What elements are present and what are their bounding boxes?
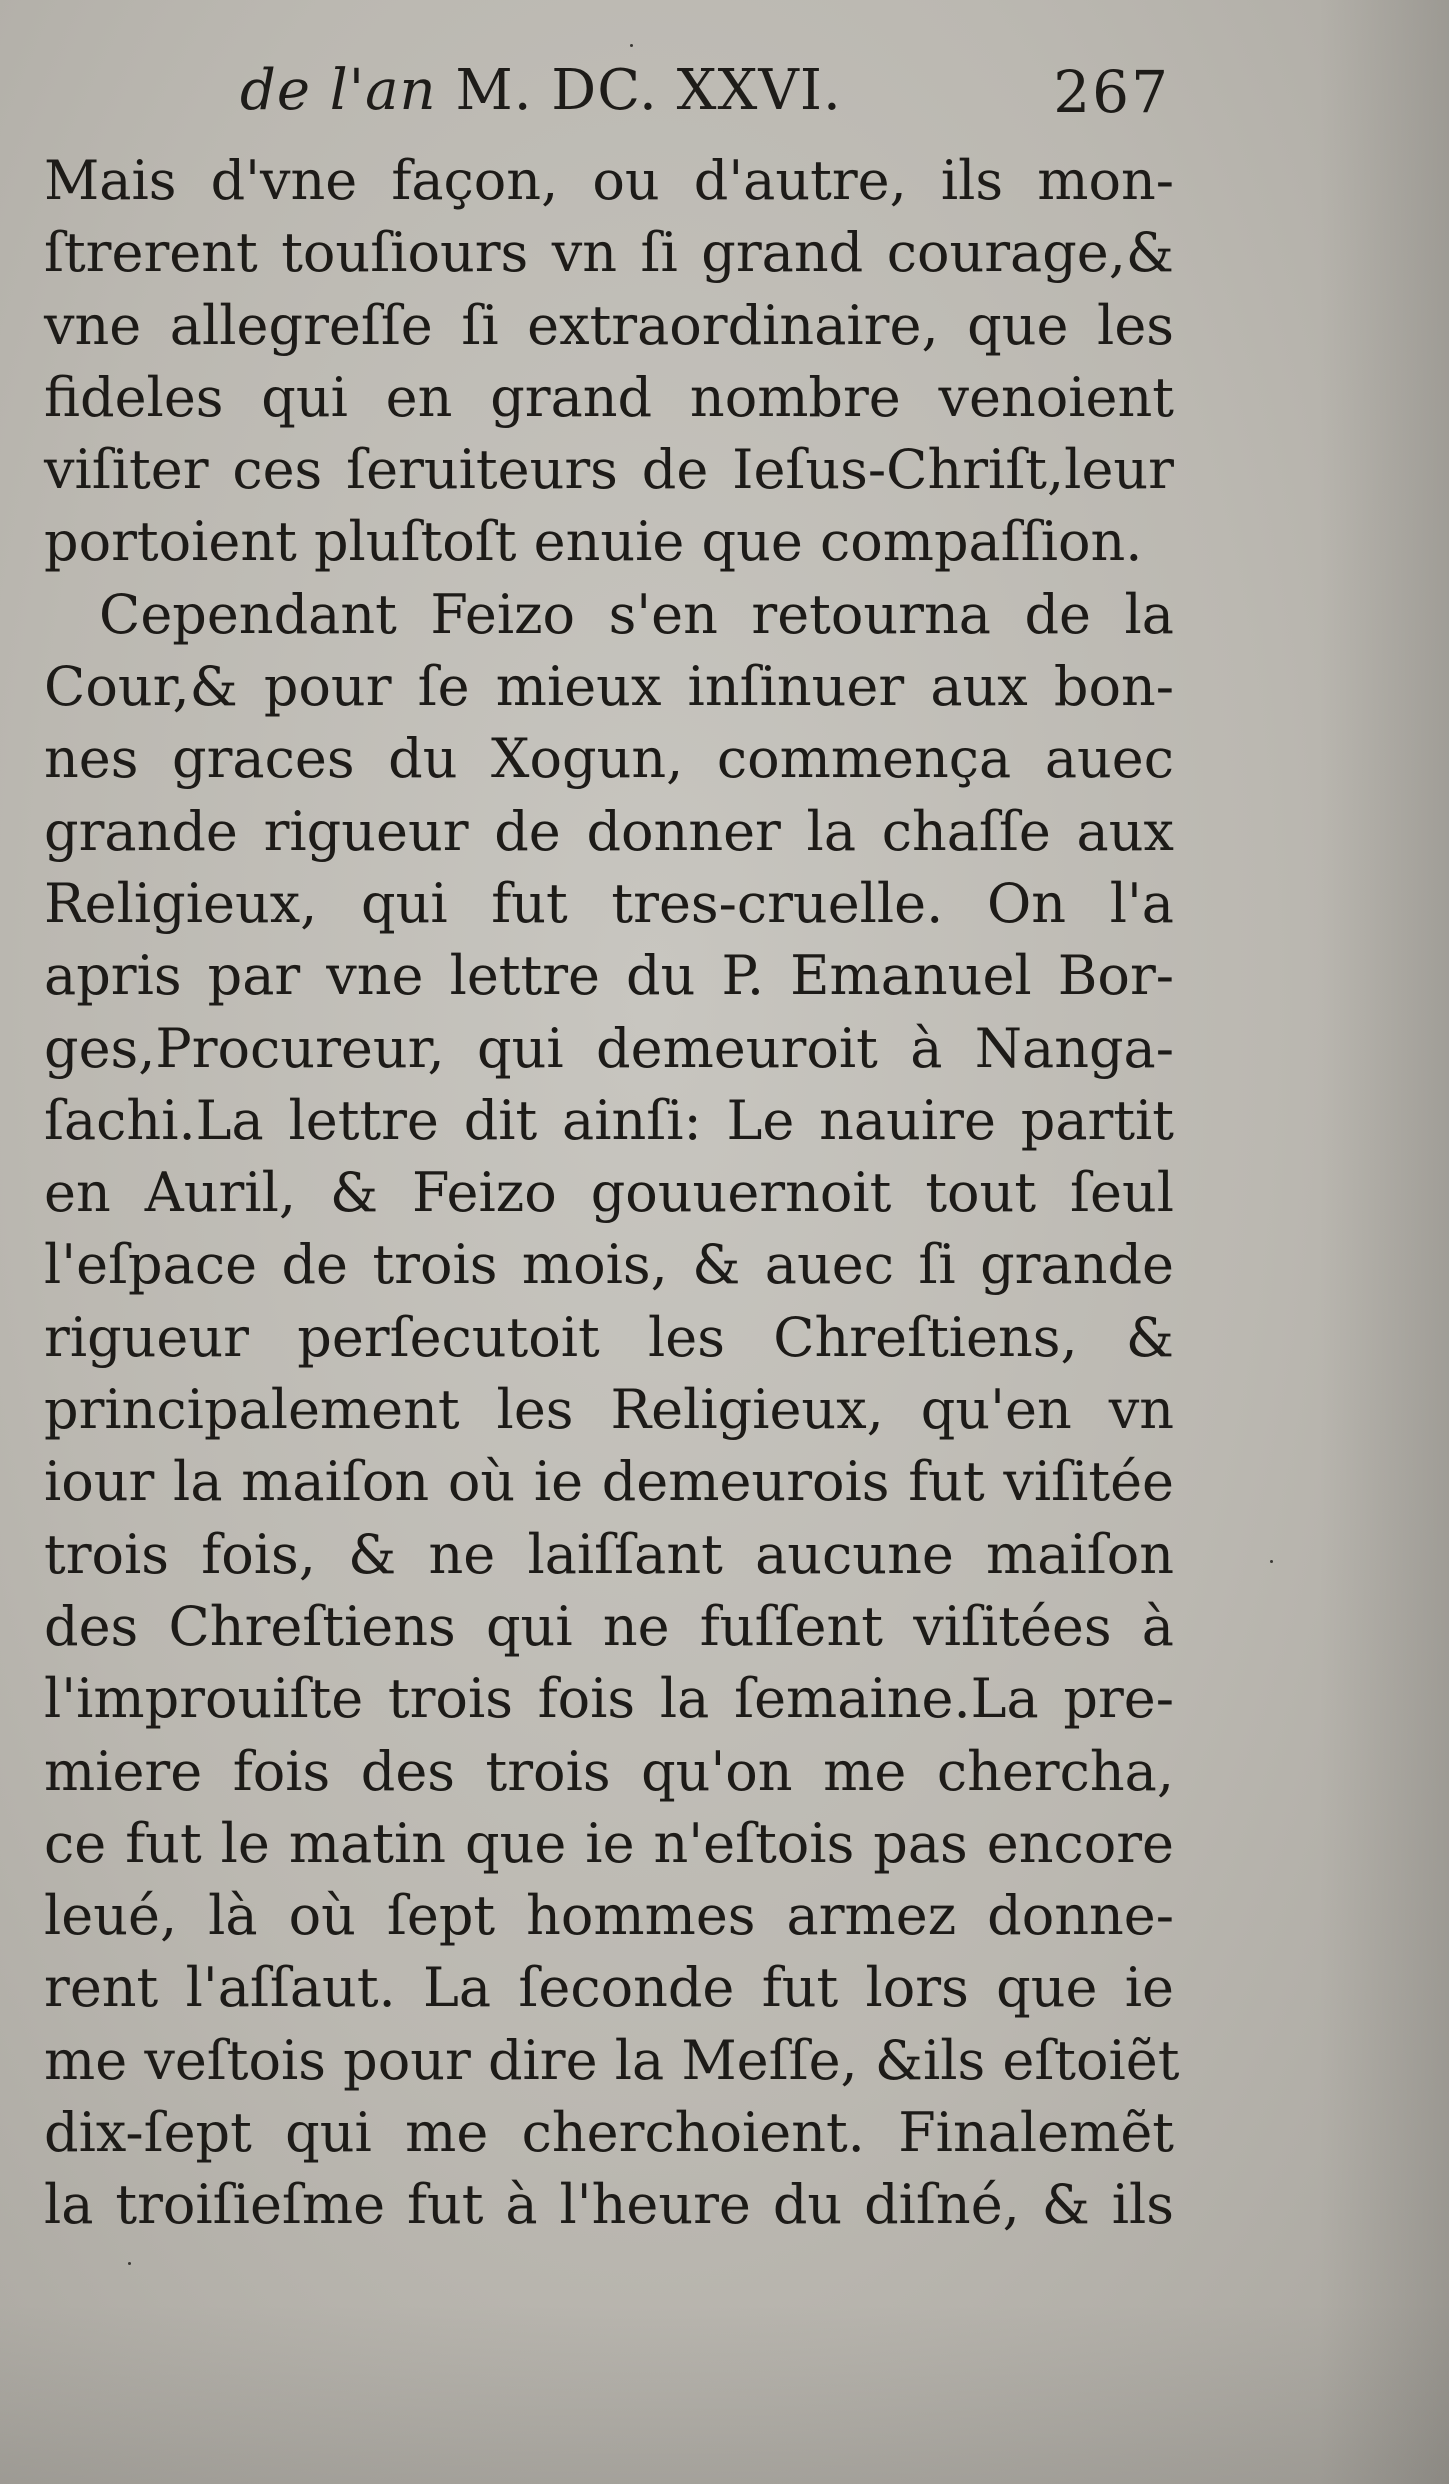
paper-speck <box>1270 1560 1273 1563</box>
text-line: Cependant Feizo s'en retourna de la <box>99 582 1174 646</box>
paper-speck <box>630 44 633 47</box>
text-line: des Chreſtiens qui ne fuſſent viſitées à <box>44 1594 1174 1658</box>
text-line: viſiter ces ſeruiteurs de Ieſus-Chriſt,leur <box>44 438 1174 502</box>
text-line: miere fois des trois qu'on me chercha, <box>44 1739 1174 1803</box>
text-line: grande rigueur de donner la chaſſe aux <box>44 799 1174 863</box>
body-text <box>44 145 1180 2242</box>
page-number: 267 <box>1053 58 1170 126</box>
text-line: iour la maiſon où ie demeurois fut viſitée <box>44 1450 1174 1514</box>
text-line: en Auril, & Feizo gouuernoit tout ſeul <box>44 1161 1174 1225</box>
text-line: Mais d'vne façon, ou d'autre, ils mon- <box>44 149 1174 212</box>
page-header <box>240 58 1170 148</box>
running-head-year: M. DC. XXVI. <box>455 58 842 123</box>
running-head <box>240 58 842 123</box>
paper-speck <box>128 2262 131 2265</box>
text-line: apris par vne lettre du P. Emanuel Bor- <box>44 944 1174 1008</box>
text-line: principalement les Religieux, qu'en vn <box>44 1378 1174 1442</box>
text-line: la troiſieſme fut à l'heure du diſné, & ils <box>44 2173 1174 2237</box>
text-line: Religieux, qui fut tres-cruelle. On l'a <box>44 871 1174 935</box>
text-line: rent l'aſſaut. La ſeconde fut lors que ie <box>44 1956 1174 2020</box>
text-line: leué, là où ſept hommes armez donne- <box>44 1884 1174 1948</box>
text-line: me veſtois pour dire la Meſſe, &ils eſtoiẽt <box>44 2028 1180 2092</box>
text-line: portoient pluſtoſt enuie que compaſſion. <box>44 510 1143 574</box>
text-line: ges,Procureur, qui demeuroit à Nanga- <box>44 1016 1174 1080</box>
text-line: ſtrerent touſiours vn ſi grand courage,& <box>44 221 1174 285</box>
text-line: nes graces du Xogun, commença auec <box>44 727 1174 791</box>
text-line: vne allegreſſe ſi extraordinaire, que les <box>44 293 1174 357</box>
text-line: Cour,& pour ſe mieux inſinuer aux bon- <box>44 655 1174 719</box>
running-head-italic: de l'an <box>240 58 437 123</box>
text-line: l'improuiſte trois fois la ſemaine.La pre- <box>44 1667 1174 1731</box>
text-line: fideles qui en grand nombre venoient <box>44 365 1174 429</box>
text-line: l'eſpace de trois mois, & auec ſi grande <box>44 1233 1174 1297</box>
text-line: rigueur perſecutoit les Chreſtiens, & <box>44 1305 1174 1369</box>
page-edge-shadow <box>1319 0 1449 2484</box>
text-line: ce fut le matin que ie n'eſtois pas encore <box>44 1811 1174 1875</box>
text-line: ſachi.La lettre dit ainſi: Le nauire partit <box>44 1088 1174 1152</box>
text-line: trois fois, & ne laiſſant aucune maiſon <box>44 1522 1174 1586</box>
page-bottom-shadow <box>0 2304 1449 2484</box>
text-line: dix-ſept qui me cherchoient. Finalemẽt <box>44 2101 1174 2165</box>
